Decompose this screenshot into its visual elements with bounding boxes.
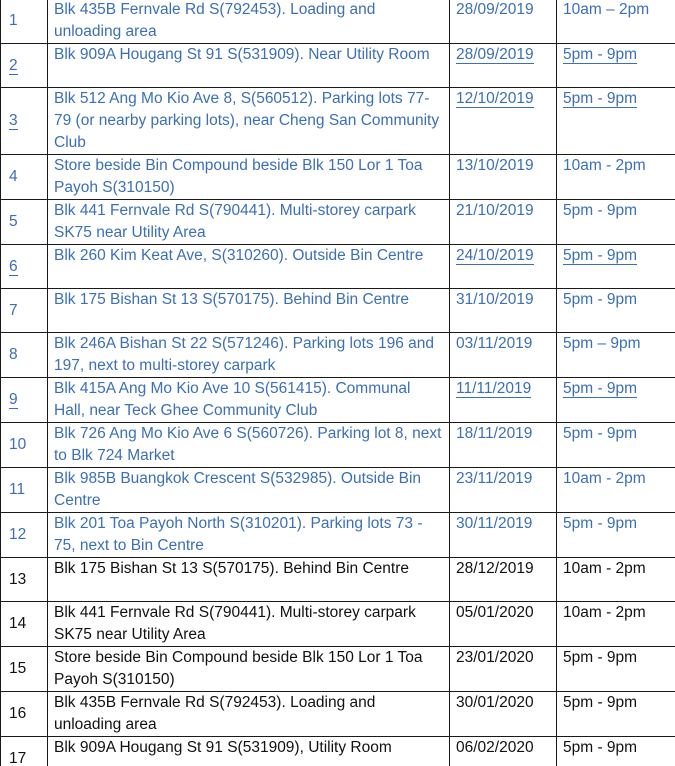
date-cell: 23/01/2020 — [450, 647, 557, 692]
row-number: 1 — [1, 0, 48, 44]
date-cell: 05/01/2020 — [450, 602, 557, 647]
table-row — [1, 289, 675, 333]
date-cell: 13/10/2019 — [450, 155, 557, 200]
time-cell: 5pm - 9pm — [557, 289, 675, 333]
time-cell: 10am - 2pm — [557, 602, 675, 647]
location-cell: Blk 260 Kim Keat Ave, S(310260). Outside Bin Centre — [48, 245, 450, 289]
row-number: 13 — [1, 558, 48, 602]
table-row — [1, 468, 675, 513]
location-cell: Blk 909A Hougang St 91 S(531909). Near Utility Room — [48, 44, 450, 88]
date-cell: 23/11/2019 — [450, 468, 557, 513]
time-cell: 5pm - 9pm — [557, 647, 675, 692]
row-number: 10 — [1, 423, 48, 468]
location-cell: Blk 909A Hougang St 91 S(531909), Utility Room — [48, 737, 450, 766]
time-cell: 5pm - 9pm — [557, 378, 675, 423]
table-row — [1, 378, 675, 423]
location-cell: Blk 435B Fernvale Rd S(792453). Loading and unloading area — [48, 692, 450, 737]
date-cell: 06/02/2020 — [450, 737, 557, 766]
table-row — [1, 423, 675, 468]
location-cell: Blk 726 Ang Mo Kio Ave 6 S(560726). Parking lot 8, next to Blk 724 Market — [48, 423, 450, 468]
date-cell: 28/09/2019 — [450, 44, 557, 88]
table-row — [1, 155, 675, 200]
time-cell: 5pm - 9pm — [557, 200, 675, 245]
row-number: 17 — [1, 737, 48, 766]
row-number: 15 — [1, 647, 48, 692]
row-number: 16 — [1, 692, 48, 737]
time-cell: 5pm - 9pm — [557, 245, 675, 289]
row-number: 5 — [1, 200, 48, 245]
table-row — [1, 200, 675, 245]
location-cell: Blk 201 Toa Payoh North S(310201). Parking lots 73 - 75, next to Bin Centre — [48, 513, 450, 558]
row-number: 14 — [1, 602, 48, 647]
time-cell: 5pm - 9pm — [557, 692, 675, 737]
row-number: 12 — [1, 513, 48, 558]
table-row — [1, 0, 675, 44]
date-cell: 31/10/2019 — [450, 289, 557, 333]
location-cell: Store beside Bin Compound beside Blk 150 Lor 1 Toa Payoh S(310150) — [48, 647, 450, 692]
location-cell: Blk 985B Buangkok Crescent S(532985). Outside Bin Centre — [48, 468, 450, 513]
date-cell: 24/10/2019 — [450, 245, 557, 289]
time-cell: 10am - 2pm — [557, 558, 675, 602]
time-cell: 5pm - 9pm — [557, 513, 675, 558]
location-cell: Blk 175 Bishan St 13 S(570175). Behind Bin Centre — [48, 558, 450, 602]
time-cell: 10am – 2pm — [557, 0, 675, 44]
table-row — [1, 602, 675, 647]
time-cell: 10am - 2pm — [557, 468, 675, 513]
table-row — [1, 88, 675, 155]
row-number: 7 — [1, 289, 48, 333]
row-number: 6 — [1, 245, 48, 289]
date-cell: 18/11/2019 — [450, 423, 557, 468]
row-number: 11 — [1, 468, 48, 513]
time-cell: 10am - 2pm — [557, 155, 675, 200]
table-row — [1, 737, 675, 766]
location-cell: Blk 175 Bishan St 13 S(570175). Behind Bin Centre — [48, 289, 450, 333]
date-cell: 28/12/2019 — [450, 558, 557, 602]
row-number: 4 — [1, 155, 48, 200]
table-row — [1, 513, 675, 558]
table-row — [1, 647, 675, 692]
row-number: 3 — [1, 88, 48, 155]
row-number: 9 — [1, 378, 48, 423]
table-row — [1, 333, 675, 378]
date-cell: 30/11/2019 — [450, 513, 557, 558]
time-cell: 5pm - 9pm — [557, 737, 675, 766]
table-row — [1, 558, 675, 602]
location-cell: Blk 246A Bishan St 22 S(571246). Parking lots 196 and 197, next to multi-storey carpark — [48, 333, 450, 378]
location-cell: Store beside Bin Compound beside Blk 150 Lor 1 Toa Payoh S(310150) — [48, 155, 450, 200]
location-cell: Blk 415A Ang Mo Kio Ave 10 S(561415). Communal Hall, near Teck Ghee Community Club — [48, 378, 450, 423]
table-row — [1, 692, 675, 737]
date-cell: 03/11/2019 — [450, 333, 557, 378]
date-cell: 30/01/2020 — [450, 692, 557, 737]
location-cell: Blk 441 Fernvale Rd S(790441). Multi-storey carpark SK75 near Utility Area — [48, 602, 450, 647]
location-cell: Blk 441 Fernvale Rd S(790441). Multi-storey carpark SK75 near Utility Area — [48, 200, 450, 245]
location-cell: Blk 435B Fernvale Rd S(792453). Loading and unloading area — [48, 0, 450, 44]
date-cell: 12/10/2019 — [450, 88, 557, 155]
date-cell: 28/09/2019 — [450, 0, 557, 44]
time-cell: 5pm - 9pm — [557, 44, 675, 88]
date-cell: 21/10/2019 — [450, 200, 557, 245]
table-row — [1, 245, 675, 289]
time-cell: 5pm - 9pm — [557, 88, 675, 155]
time-cell: 5pm - 9pm — [557, 423, 675, 468]
row-number: 2 — [1, 44, 48, 88]
location-cell: Blk 512 Ang Mo Kio Ave 8, S(560512). Parking lots 77-79 (or nearby parking lots), near Cheng San Community Club — [48, 88, 450, 155]
time-cell: 5pm – 9pm — [557, 333, 675, 378]
table-row — [1, 44, 675, 88]
row-number: 8 — [1, 333, 48, 378]
date-cell: 11/11/2019 — [450, 378, 557, 423]
